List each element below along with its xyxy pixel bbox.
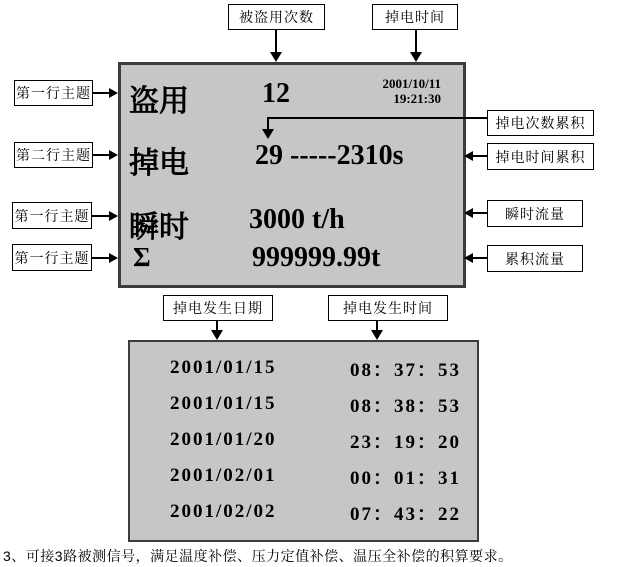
display-time: 19:21:30 bbox=[393, 91, 441, 106]
callout-event-time-label: 掉电发生时间 bbox=[343, 300, 433, 316]
arrow-line bbox=[275, 30, 277, 53]
callout-powerdown-count-total-label: 掉电次数累积 bbox=[495, 115, 586, 131]
event-date: 2001/02/02 bbox=[170, 501, 277, 522]
callout-instant-flow bbox=[487, 200, 583, 227]
callout-line1-topic-label: 第一行主题 bbox=[16, 85, 91, 101]
arrow-down-icon bbox=[371, 330, 383, 340]
connector-line bbox=[267, 117, 487, 119]
callout-powerdown-time-total-label: 掉电时间累积 bbox=[495, 148, 586, 165]
callout-event-time bbox=[328, 295, 448, 321]
arrow-right-icon bbox=[109, 211, 118, 221]
arrow-line bbox=[92, 257, 110, 259]
event-log-row bbox=[130, 355, 477, 382]
callout-line1-topic bbox=[14, 80, 93, 106]
callout-powerdown-time bbox=[372, 4, 458, 30]
callout-stolen-count-label: 被盗用次数 bbox=[239, 9, 314, 25]
arrow-down-icon bbox=[262, 129, 274, 139]
arrow-line bbox=[415, 30, 417, 53]
arrow-line bbox=[472, 257, 487, 259]
arrow-line bbox=[93, 154, 110, 156]
arrow-down-icon bbox=[211, 330, 223, 340]
arrow-right-icon bbox=[109, 88, 118, 98]
callout-line2-topic bbox=[14, 142, 93, 168]
callout-powerdown-time-total bbox=[487, 143, 594, 170]
display-row1-value: 12 bbox=[262, 78, 290, 109]
event-log-row bbox=[130, 463, 477, 490]
footnote-text: 3、可接3路被测信号，满足温度补偿、压力定值补偿、温压全补偿的积算要求。 bbox=[3, 548, 513, 564]
event-log-row bbox=[130, 391, 477, 418]
display-row4-value: 999999.99t bbox=[252, 242, 381, 273]
event-date: 2001/01/20 bbox=[170, 429, 277, 450]
display-date: 2001/10/11 bbox=[382, 76, 441, 91]
callout-total-flow-label: 累积流量 bbox=[505, 250, 565, 267]
arrow-down-icon bbox=[410, 52, 422, 62]
arrow-down-icon bbox=[270, 52, 282, 62]
callout-line4-topic bbox=[12, 244, 92, 271]
arrow-line bbox=[93, 92, 110, 94]
callout-event-date-label: 掉电发生日期 bbox=[173, 300, 263, 316]
display-row1-label: 盗用 bbox=[129, 85, 189, 118]
event-time: 00：01：31 bbox=[349, 467, 461, 489]
arrow-left-icon bbox=[464, 151, 473, 161]
callout-stolen-count bbox=[228, 4, 325, 30]
display-row3-value: 3000 t/h bbox=[249, 204, 345, 235]
display-row3-label: 瞬时 bbox=[129, 211, 189, 244]
display-row2-label: 掉电 bbox=[129, 147, 189, 180]
event-time: 07：43：22 bbox=[349, 503, 461, 525]
event-time: 23：19：20 bbox=[349, 431, 461, 453]
display-row2-value: 29 -----2310s bbox=[255, 140, 404, 171]
callout-instant-flow-label: 瞬时流量 bbox=[505, 205, 565, 222]
callout-event-date bbox=[163, 295, 273, 321]
callout-line2-topic-label: 第二行主题 bbox=[16, 147, 91, 163]
arrow-line bbox=[472, 212, 487, 214]
event-log-panel bbox=[128, 340, 479, 542]
arrow-line bbox=[472, 155, 487, 157]
callout-line4-topic-label: 第一行主题 bbox=[14, 249, 90, 266]
event-date: 2001/02/01 bbox=[170, 465, 277, 486]
arrow-line bbox=[92, 215, 110, 217]
display-row4-label: Σ bbox=[133, 242, 151, 272]
arrow-right-icon bbox=[109, 253, 118, 263]
arrow-left-icon bbox=[464, 253, 473, 263]
event-log-row bbox=[130, 427, 477, 454]
callout-line3-topic bbox=[12, 202, 92, 229]
arrow-right-icon bbox=[109, 150, 118, 160]
event-date: 2001/01/15 bbox=[170, 393, 277, 414]
event-time: 08：37：53 bbox=[349, 359, 461, 381]
display-datetime bbox=[382, 76, 441, 106]
arrow-left-icon bbox=[464, 208, 473, 218]
event-time: 08：38：53 bbox=[349, 395, 461, 417]
event-log-row bbox=[130, 499, 477, 526]
callout-powerdown-time-label: 掉电时间 bbox=[385, 9, 445, 25]
callout-line3-topic-label: 第一行主题 bbox=[14, 207, 90, 224]
callout-powerdown-count-total bbox=[487, 110, 594, 136]
callout-total-flow bbox=[487, 245, 583, 272]
display-panel bbox=[118, 62, 466, 288]
event-date: 2001/01/15 bbox=[170, 357, 277, 378]
